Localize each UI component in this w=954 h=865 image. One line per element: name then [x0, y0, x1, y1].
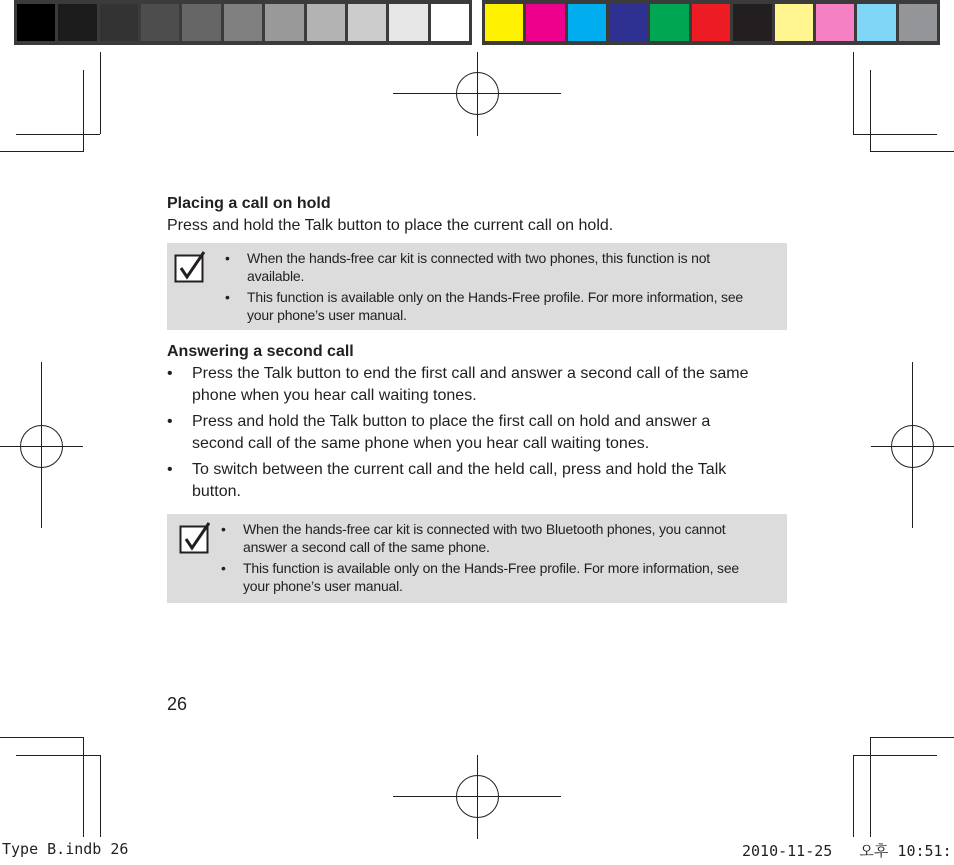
- color-swatch: [857, 4, 895, 41]
- color-swatch: [265, 4, 303, 41]
- color-swatch: [485, 4, 523, 41]
- color-swatch: [58, 4, 96, 41]
- section-title: Placing a call on hold: [167, 195, 331, 212]
- crop-mark: [0, 737, 84, 738]
- crop-mark: [853, 52, 854, 134]
- grayscale-color-bar: [14, 0, 472, 45]
- color-swatch: [650, 4, 688, 41]
- registration-mark: [891, 425, 934, 468]
- crop-mark: [16, 755, 100, 756]
- note-item: • When the hands-free car kit is connected with two Bluetooth phones, you cannot answer a second call of the same phone.: [221, 521, 726, 555]
- color-swatch: [389, 4, 427, 41]
- color-swatch: [526, 4, 564, 41]
- checkbox-note-icon: [179, 522, 211, 554]
- color-swatch: [224, 4, 262, 41]
- crop-mark: [853, 134, 937, 135]
- color-swatch: [307, 4, 345, 41]
- note-item: • This function is available only on the Hands-Free profile. For more information, see your phone’s user manual.: [225, 289, 743, 323]
- crop-mark: [100, 755, 101, 837]
- color-swatch: [100, 4, 138, 41]
- crop-mark: [83, 737, 84, 837]
- crop-mark: [100, 52, 101, 134]
- section-answer: [167, 341, 787, 507]
- note-box: [167, 514, 787, 603]
- slug-file-info: Type B.indb 26: [2, 840, 129, 858]
- registration-mark: [456, 72, 499, 115]
- page-number: 26: [167, 694, 188, 714]
- crop-mark: [870, 70, 871, 152]
- crop-mark: [870, 737, 954, 738]
- color-swatch: [692, 4, 730, 41]
- list-item: • To switch between the current call and the held call, press and hold the Talk button.: [167, 461, 727, 500]
- slug-timestamp: 2010-11-25 오후 10:51:: [742, 842, 952, 860]
- registration-mark: [456, 775, 499, 818]
- color-swatch: [775, 4, 813, 41]
- color-swatch: [348, 4, 386, 41]
- section-body: Press and hold the Talk button to place the current call on hold.: [167, 217, 614, 234]
- process-color-bar: [482, 0, 940, 45]
- note-item: • When the hands-free car kit is connected with two phones, this function is not available.: [225, 250, 710, 284]
- section-hold: [167, 193, 787, 237]
- note-list: [221, 520, 769, 598]
- color-swatch: [182, 4, 220, 41]
- color-swatch: [733, 4, 771, 41]
- color-swatch: [17, 4, 55, 41]
- color-swatch: [816, 4, 854, 41]
- checkbox-note-icon: [174, 251, 206, 283]
- note-item: • This function is available only on the Hands-Free profile. For more information, see your phone’s user manual.: [221, 560, 739, 594]
- color-swatch: [899, 4, 937, 41]
- color-swatch: [431, 4, 469, 41]
- color-swatch: [609, 4, 647, 41]
- crop-mark: [16, 134, 100, 135]
- color-swatch: [568, 4, 606, 41]
- list-item: • Press and hold the Talk button to place the first call on hold and answer a second call of the same phone when you hear call waiting tones.: [167, 413, 711, 452]
- crop-mark: [83, 70, 84, 152]
- crop-mark: [0, 151, 84, 152]
- section-title: Answering a second call: [167, 343, 354, 360]
- note-list: [225, 249, 767, 327]
- note-box: [167, 243, 787, 330]
- registration-mark: [20, 425, 63, 468]
- list-item: • Press the Talk button to end the first call and answer a second call of the same phone when you hear call waiting tones.: [167, 365, 749, 404]
- crop-mark: [870, 737, 871, 837]
- color-swatch: [141, 4, 179, 41]
- crop-mark: [853, 755, 854, 837]
- crop-mark: [853, 755, 937, 756]
- crop-mark: [870, 151, 954, 152]
- bullet-list: [167, 363, 787, 503]
